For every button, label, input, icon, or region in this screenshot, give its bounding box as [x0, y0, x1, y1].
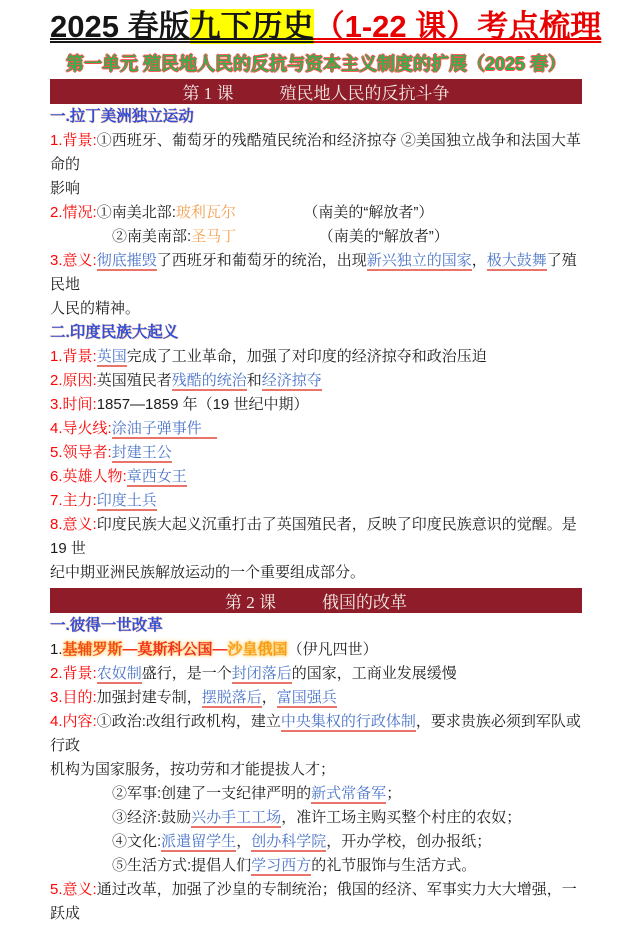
- point-label: 1.背景:: [50, 348, 97, 365]
- key-term: 彻底摧毁: [96, 253, 157, 269]
- point-label: 3.时间:: [50, 396, 97, 413]
- lesson-number: 第 2 课: [225, 593, 276, 612]
- key-term: 极大鼓舞: [486, 253, 547, 269]
- text-line: [50, 105, 582, 129]
- text: ④文化:: [112, 833, 162, 850]
- text-line: [50, 561, 582, 585]
- key-term: 残酷的统治: [171, 373, 247, 389]
- key-name: 玻利瓦尔: [175, 204, 236, 221]
- text: [236, 204, 311, 221]
- text: 了殖民地: [50, 252, 577, 293]
- key-term: 新兴独立的国家: [366, 253, 472, 269]
- text: ；: [386, 785, 402, 802]
- text: ，: [261, 689, 277, 706]
- point-label: 6.英雄人物:: [50, 468, 127, 485]
- text: ②南美南部:: [112, 228, 192, 245]
- text: 通过改革，加强了沙皇的专制统治；俄国的经济、军事实力大大增强，一跃成: [50, 881, 577, 922]
- key-term-glow: 基辅罗斯: [62, 641, 123, 658]
- section-heading: 二.印度民族大起义: [50, 324, 179, 341]
- title-part-edition: 2025 春版: [50, 9, 190, 44]
- key-term: 封闭落后: [231, 666, 292, 682]
- point-label: 2.情况:: [50, 204, 97, 221]
- key-term: 封建王公: [111, 445, 172, 461]
- text-line: [50, 201, 582, 225]
- point-label: 4.内容:: [50, 713, 97, 730]
- text: ，: [471, 252, 487, 269]
- text: ②军事:创建了一支纪律严明的: [112, 785, 312, 802]
- text-line: [50, 614, 582, 638]
- text: 英国殖民者: [96, 372, 172, 389]
- text-line: [50, 710, 582, 758]
- text: 1.: [50, 641, 63, 658]
- text: ⑤生活方式:提倡人们: [112, 857, 252, 874]
- key-term: 涂油子弹事件: [111, 421, 217, 437]
- text-line: [50, 225, 582, 249]
- text-line: [50, 177, 582, 201]
- text-line: [50, 686, 582, 710]
- text: ，开办学校，创办报纸；: [326, 833, 492, 850]
- lesson-title: 殖民地人民的反抗斗争: [279, 84, 450, 103]
- lesson-header-bar: [50, 79, 582, 104]
- key-term: 派遣留学生: [161, 834, 237, 850]
- text: ①南美北部:: [96, 204, 176, 221]
- key-term: 印度土兵: [96, 493, 157, 509]
- text: 印度民族大起义沉重打击了英国殖民者，反映了印度民族意识的觉醒。是 19 世: [50, 516, 581, 557]
- key-term: 章西女王: [126, 469, 187, 485]
- text: 影响: [50, 180, 81, 197]
- text: [236, 228, 326, 245]
- key-name: 圣马丁: [191, 228, 237, 245]
- text-line: [50, 465, 582, 489]
- text: 完成了工业革命，加强了对印度的经济掠夺和政治压迫: [126, 348, 487, 365]
- text: 机构为国家服务，按功劳和才能提拔人才；: [50, 761, 336, 778]
- lesson-number: 第 1 课: [182, 84, 234, 103]
- text: （南美的“解放者”）: [326, 228, 449, 245]
- point-label: 2.背景:: [50, 665, 97, 682]
- point-label: 7.主力:: [50, 492, 97, 509]
- key-term: 新式常备军: [311, 786, 387, 802]
- text-line: [50, 830, 582, 854]
- text-line: [50, 513, 582, 561]
- text-line: [50, 321, 582, 345]
- text: 1857—1859 年（19 世纪中期）: [96, 396, 309, 413]
- text-line: [50, 249, 582, 297]
- text-line: [50, 662, 582, 686]
- lesson-header-bar: [50, 588, 582, 613]
- text-line: [50, 638, 582, 662]
- text: 和: [246, 372, 262, 389]
- key-term: 富国强兵: [276, 690, 337, 706]
- key-term: 摆脱落后: [201, 690, 262, 706]
- text: ，准许工场主购买整个村庄的农奴；: [281, 809, 522, 826]
- dash-separator: —: [212, 641, 228, 658]
- dash-separator: —: [122, 641, 138, 658]
- title-part-subject-highlighted: 九下历史: [189, 9, 314, 44]
- key-term: 经济掠夺: [261, 373, 322, 389]
- text: 人民的精神。: [50, 300, 141, 317]
- notes-content: [50, 79, 582, 926]
- text: 纪中期亚洲民族解放运动的一个重要组成部分。: [50, 564, 366, 581]
- text: ，要求贵族必须到军队或行政: [50, 713, 581, 754]
- text-line: [50, 297, 582, 321]
- page-title: [50, 6, 602, 48]
- point-label: 4.导火线:: [50, 420, 112, 437]
- text: 的礼节服饰与生活方式。: [311, 857, 477, 874]
- text: 盛行，是一个: [141, 665, 232, 682]
- key-term-glow: 莫斯科公国: [137, 641, 213, 658]
- unit-heading: 第一单元 殖民地人民的反抗与资本主义制度的扩展（2025 春）: [65, 54, 567, 74]
- point-label: 8.意义:: [50, 516, 97, 533]
- text: 加强封建专制，: [96, 689, 202, 706]
- title-part-scope: （1-22 课）考点梳理: [313, 9, 602, 44]
- text-line: [50, 129, 582, 177]
- key-term: 兴办手工工场: [191, 810, 282, 826]
- text: ①政治:改组行政机构，建立: [96, 713, 281, 730]
- text-line: [50, 758, 582, 782]
- point-label: 2.原因:: [50, 372, 97, 389]
- text: （南美的“解放者”）: [310, 204, 434, 221]
- section-heading: 一.彼得一世改革: [50, 617, 163, 634]
- key-term: 农奴制: [96, 666, 142, 682]
- text-line: [50, 489, 582, 513]
- text-line: [50, 878, 582, 926]
- text: ，: [236, 833, 252, 850]
- key-term: 创办科学院: [251, 834, 327, 850]
- key-term: 中央集权的行政体制: [280, 714, 416, 730]
- text-line: [50, 345, 582, 369]
- section-heading: 一.拉丁美洲独立运动: [50, 108, 194, 125]
- lesson-title: 俄国的改革: [322, 593, 407, 612]
- point-label: 5.领导者:: [50, 444, 112, 461]
- point-label: 1.背景:: [50, 132, 97, 149]
- text: ①西班牙、葡萄牙的残酷殖民统治和经济掠夺 ②美国独立战争和法国大革命的: [50, 132, 581, 173]
- key-term: 学习西方: [251, 858, 312, 874]
- text-line: [50, 417, 582, 441]
- text: （伊凡四世）: [287, 641, 378, 658]
- text: 的国家，工商业发展缓慢: [291, 665, 457, 682]
- key-term-glow: 沙皇俄国: [227, 641, 288, 658]
- point-label: 3.目的:: [50, 689, 97, 706]
- text-line: [50, 806, 582, 830]
- point-label: 3.意义:: [50, 252, 97, 269]
- text-line: [50, 854, 582, 878]
- text-line: [50, 393, 582, 417]
- text-line: [50, 441, 582, 465]
- key-term: 英国: [96, 349, 127, 365]
- text-line: [50, 369, 582, 393]
- point-label: 5.意义:: [50, 881, 97, 898]
- text: 了西班牙和葡萄牙的统治，出现: [156, 252, 367, 269]
- text: ③经济:鼓励: [112, 809, 192, 826]
- text-line: [50, 782, 582, 806]
